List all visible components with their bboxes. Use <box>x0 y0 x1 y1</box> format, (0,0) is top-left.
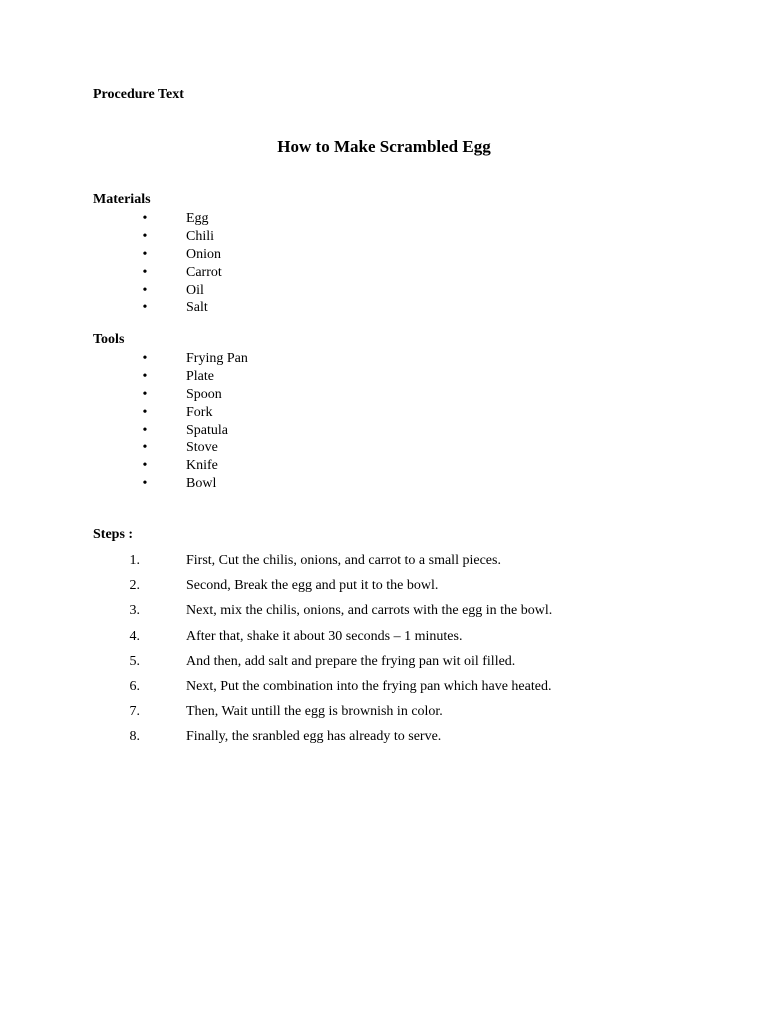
list-item-text: Frying Pan <box>186 351 248 366</box>
bullet-marker: • <box>142 368 148 384</box>
step-item <box>0 577 768 602</box>
list-item-text: Salt <box>186 300 208 316</box>
step-number: 5. <box>129 653 140 669</box>
list-item-text: Egg <box>186 211 209 226</box>
list-item <box>0 404 768 422</box>
bullet-marker: • <box>142 476 148 492</box>
step-number: 8. <box>129 729 140 745</box>
list-item-text: Chili <box>186 228 215 244</box>
step-text: Next, mix the chilis, onions, and carrots with the egg in the bowl. <box>186 603 553 619</box>
step-item <box>0 678 768 703</box>
materials-heading: Materials <box>93 192 151 207</box>
step-item <box>0 653 768 678</box>
step-number: 7. <box>129 704 140 720</box>
list-item <box>0 439 768 457</box>
step-number: 6. <box>129 678 140 694</box>
list-item <box>0 282 768 300</box>
steps-heading: Steps : <box>93 527 134 542</box>
tools-heading: Tools <box>93 332 125 347</box>
bullet-marker: • <box>142 351 148 366</box>
document-title: How to Make Scrambled Egg <box>277 137 491 156</box>
list-item-text: Knife <box>186 458 218 474</box>
list-item <box>0 299 768 317</box>
document-label: Procedure Text <box>93 87 184 102</box>
bullet-marker: • <box>142 228 148 244</box>
list-item <box>0 210 768 228</box>
bullet-marker: • <box>142 282 148 298</box>
bullet-marker: • <box>142 264 148 280</box>
step-item <box>0 552 768 577</box>
step-item <box>0 602 768 627</box>
step-item <box>0 703 768 728</box>
tools-list <box>0 350 768 493</box>
list-item-text: Bowl <box>186 476 217 492</box>
bullet-marker: • <box>142 458 148 474</box>
bullet-marker: • <box>142 404 148 420</box>
bullet-marker: • <box>142 440 148 456</box>
list-item <box>0 422 768 440</box>
list-item-text: Spatula <box>186 422 228 438</box>
step-text: After that, shake it about 30 seconds – 1 minutes. <box>186 628 463 644</box>
list-item <box>0 457 768 475</box>
list-item <box>0 350 768 368</box>
list-item-text: Plate <box>186 368 214 384</box>
step-text: Second, Break the egg and put it to the bowl. <box>186 578 439 594</box>
list-item-text: Fork <box>186 404 213 420</box>
steps-list <box>0 552 768 754</box>
step-text: And then, add salt and prepare the frying pan wit oil filled. <box>186 653 516 669</box>
list-item-text: Oil <box>186 282 204 298</box>
bullet-marker: • <box>142 211 148 226</box>
bullet-marker: • <box>142 246 148 262</box>
list-item-text: Onion <box>186 246 221 262</box>
list-item <box>0 264 768 282</box>
list-item <box>0 386 768 404</box>
list-item-text: Stove <box>186 440 218 456</box>
bullet-marker: • <box>142 422 148 438</box>
step-number: 4. <box>129 628 140 644</box>
step-item <box>0 728 768 753</box>
list-item-text: Spoon <box>186 386 222 402</box>
step-text: First, Cut the chilis, onions, and carrot to a small pieces. <box>186 553 501 568</box>
list-item <box>0 475 768 493</box>
bullet-marker: • <box>142 300 148 316</box>
list-item <box>0 246 768 264</box>
materials-list <box>0 210 768 317</box>
step-item <box>0 628 768 653</box>
step-text: Next, Put the combination into the frying pan which have heated. <box>186 678 552 694</box>
step-number: 1. <box>129 553 140 568</box>
bullet-marker: • <box>142 386 148 402</box>
step-text: Then, Wait untill the egg is brownish in color. <box>186 704 443 720</box>
step-number: 2. <box>129 578 140 594</box>
list-item <box>0 368 768 386</box>
step-text: Finally, the sranbled egg has already to serve. <box>186 729 442 745</box>
step-number: 3. <box>129 603 140 619</box>
list-item-text: Carrot <box>186 264 222 280</box>
list-item <box>0 228 768 246</box>
